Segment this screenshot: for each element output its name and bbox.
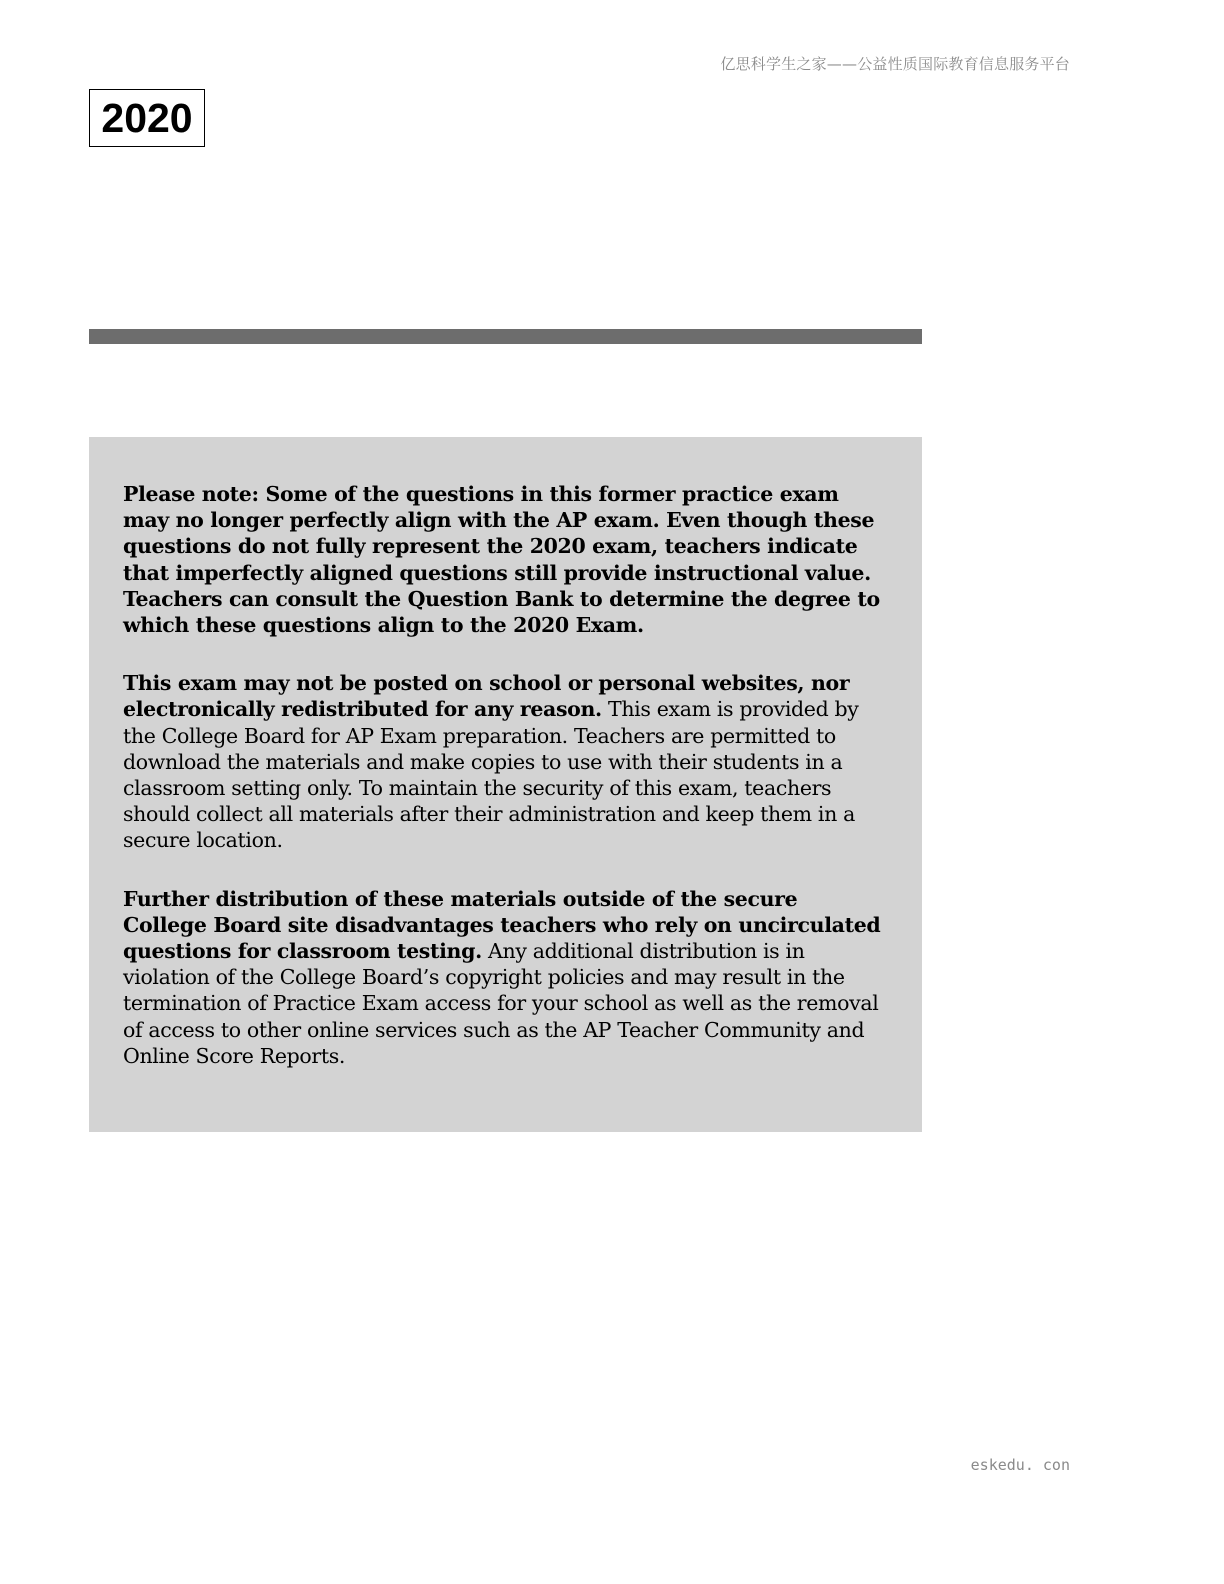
notice-paragraph-3-text: Any additional distribution is in violation of the College Board’s copyright policies and may result in the termination of Practice Exam access for your school as well as the removal of access to other online services such as the AP Teacher Community and Online Score Reports. bbox=[123, 939, 879, 1068]
notice-paragraph-1 bbox=[123, 481, 882, 638]
notice-paragraph-3 bbox=[123, 886, 882, 1069]
notice-paragraph-2-bold: This exam may not be posted on school or personal websites, nor electronically redistributed for any reason. bbox=[123, 671, 850, 722]
notice-paragraph-2 bbox=[123, 670, 882, 853]
header-watermark: 亿思科学生之家——公益性质国际教育信息服务平台 bbox=[720, 55, 1070, 73]
notice-paragraph-2-text: This exam is provided by the College Board for AP Exam preparation. Teachers are permitted to download the materials and make copies to use with their students in a classroom setting only. To maintain the security of this exam, teachers should collect all materials after their administration and keep them in a secure location. bbox=[123, 697, 859, 853]
footer-watermark: eskedu. con bbox=[970, 1456, 1070, 1474]
notice-box bbox=[89, 437, 922, 1132]
notice-paragraph-3-bold: Further distribution of these materials outside of the secure College Board site disadvantages teachers who rely on uncirculated questions for classroom testing. bbox=[123, 886, 881, 964]
year-label: 2020 bbox=[89, 89, 205, 147]
notice-paragraph-1-bold: Please note: Some of the questions in this former practice exam may no longer perfectly align with the AP exam. Even though these questions do not fully represent the 2020 exam, teachers indicate that imperfectly aligned questions still provide instructional value. Teachers can consult the Question Bank to determine the degree to which these questions align to the 2020 Exam. bbox=[123, 482, 880, 638]
section-divider bbox=[89, 329, 922, 344]
